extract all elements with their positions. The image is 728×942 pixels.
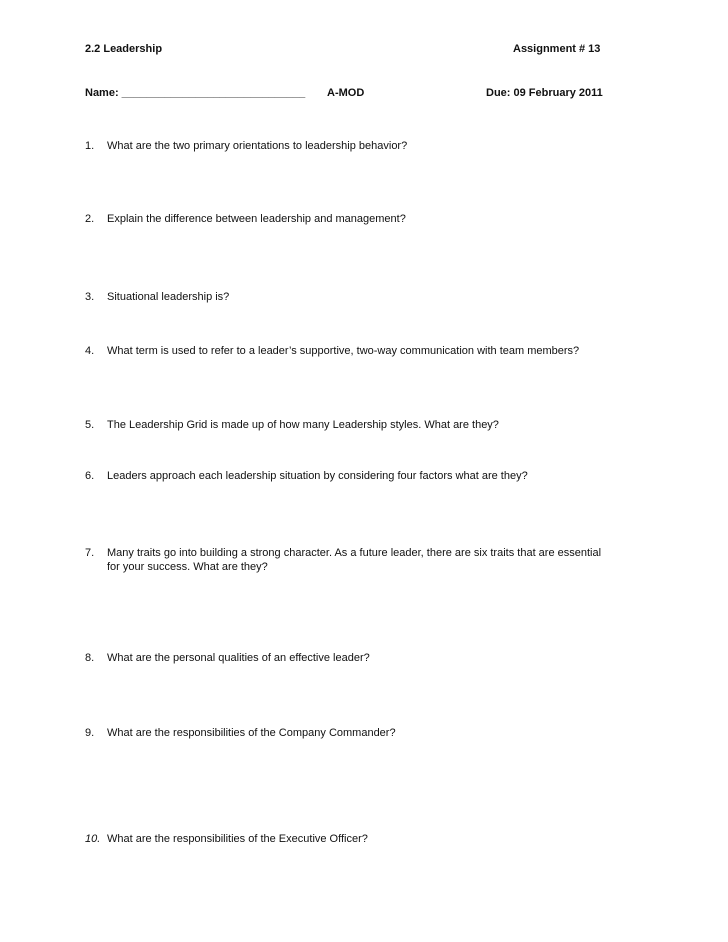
question-text: The Leadership Grid is made up of how many Leadership styles. What are they? <box>107 419 499 431</box>
question-9 <box>85 726 645 740</box>
question-text: Situational leadership is? <box>107 291 230 303</box>
question-number: 2. <box>85 213 95 225</box>
question-text: Many traits go into building a strong character. As a future leader, there are six traits that are essential for your success. What are they? <box>107 547 602 573</box>
question-text: What are the responsibilities of the Company Commander? <box>107 727 396 739</box>
question-number: 10. <box>85 833 101 845</box>
question-number: 5. <box>85 419 95 431</box>
class-label: A-MOD <box>327 87 365 99</box>
question-number: 3. <box>85 291 95 303</box>
question-10 <box>85 832 645 846</box>
question-1 <box>85 139 645 153</box>
course-title: 2.2 Leadership <box>85 43 163 55</box>
name-field-label: Name: ______________________________ <box>85 87 306 99</box>
question-text: Leaders approach each leadership situation by considering four factors what are they? <box>107 470 528 482</box>
question-number: 7. <box>85 547 95 559</box>
question-text: What are the personal qualities of an effective leader? <box>107 652 370 664</box>
question-text: What are the two primary orientations to leadership behavior? <box>107 140 408 152</box>
question-text: Explain the difference between leadership and management? <box>107 213 406 225</box>
question-number: 8. <box>85 652 95 664</box>
question-number: 9. <box>85 727 95 739</box>
question-number: 1. <box>85 140 95 152</box>
assignment-number: Assignment # 13 <box>513 43 601 55</box>
question-number: 4. <box>85 345 95 357</box>
question-7 <box>85 546 613 574</box>
question-5 <box>85 418 645 432</box>
question-8 <box>85 651 645 665</box>
question-2 <box>85 212 645 226</box>
question-number: 6. <box>85 470 95 482</box>
question-text: What term is used to refer to a leader’s supportive, two-way communication with team members? <box>107 345 580 357</box>
question-text: What are the responsibilities of the Executive Officer? <box>107 833 368 845</box>
question-3 <box>85 290 645 304</box>
due-date: Due: 09 February 2011 <box>486 87 603 99</box>
question-4 <box>85 344 655 358</box>
question-6 <box>85 469 645 483</box>
